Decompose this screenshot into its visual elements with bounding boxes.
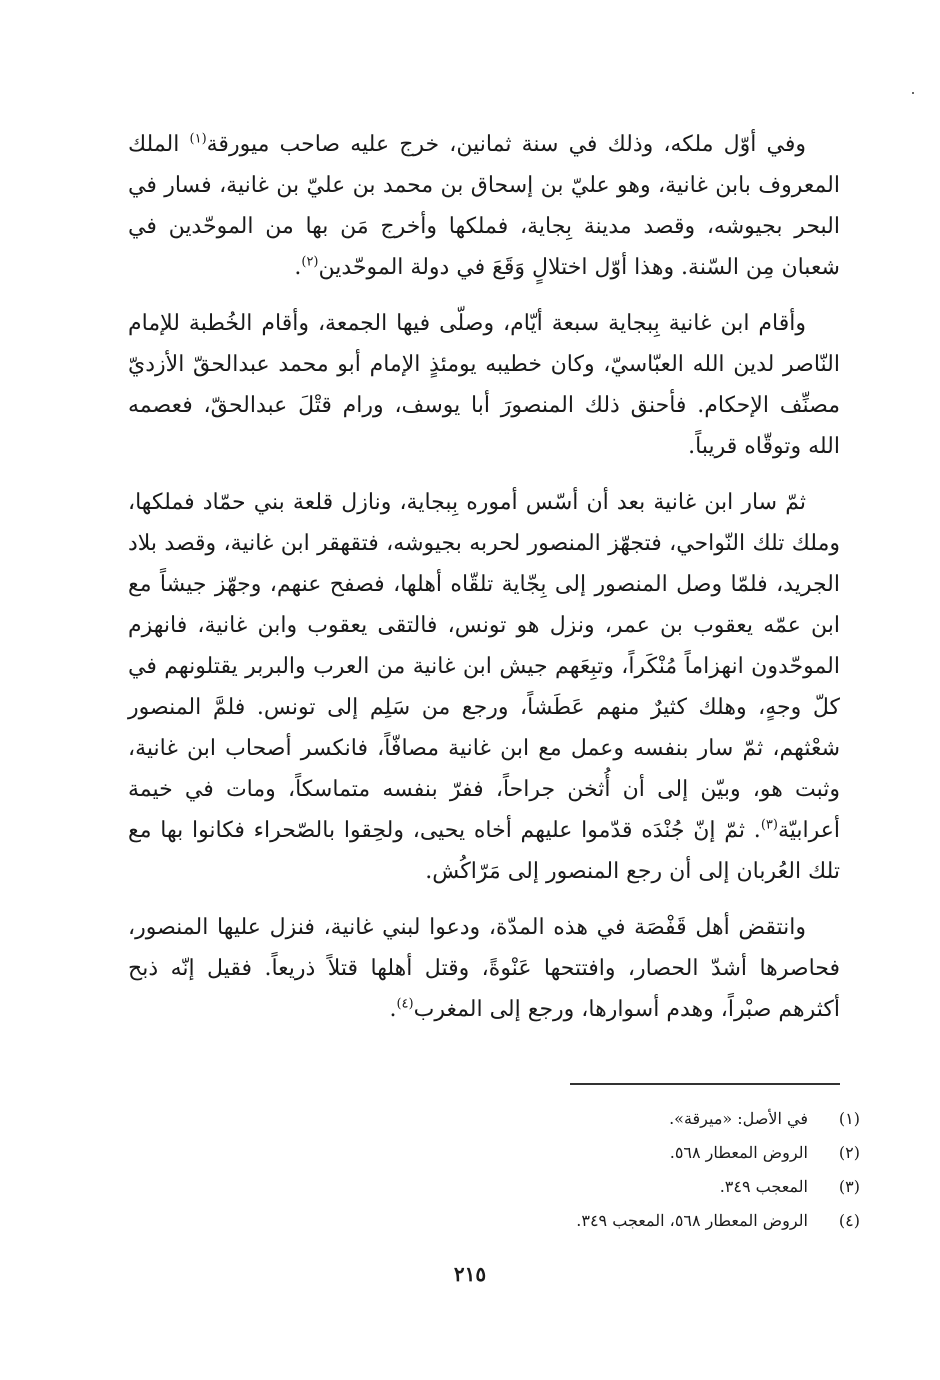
footnote-number: (١) xyxy=(838,1109,860,1128)
main-text xyxy=(128,124,840,1030)
paragraph-3 xyxy=(128,482,840,892)
paragraph-2-text: وأقام ابن غانية بِبجاية سبعة أيّام، وصلّى فيها الجمعة، وأقام الخُطبة للإمام النّاصر لدين الله العبّاسيّ، وكان خطيبه يومئذٍ الإمام أبو محمد عبدالحقّ الأزديّ مصنِّف الإحكام. فأحنق ذلك المنصورَ أبا يوسف، ورام قتْلَ عبدالحقّ، فعصمه الله وتوقّاه قريباً. xyxy=(128,311,840,459)
footnote-1 xyxy=(440,1102,860,1136)
footnote-ref-3: (٣) xyxy=(760,817,778,833)
paragraph-1-text: وفي أوّل ملكه، وذلك في سنة ثمانين، خرج عليه صاحب ميورقة xyxy=(206,132,806,157)
paragraph-1-text-cont: الملك المعروف بابن غانية، وهو عليّ بن إسحاق بن محمد بن عليّ بن غانية، فسار في البحر بجيوشه، وقصد مدينة بِجاية، فملكها وأخرج مَن بها من الموحّدين في شعبان مِن السّنة. وهذا أوّل اختلالٍ وَقَعَ في دولة الموحّدين xyxy=(128,132,840,280)
paragraph-4-text-cont: . xyxy=(389,997,397,1022)
paragraph-1 xyxy=(128,124,840,288)
paragraph-4-text: وانتقض أهل قَفْصَة في هذه المدّة، ودعوا لبني غانية، فنزل عليها المنصور، فحاصرها أشدّ الحصار، وافتتحها عَنْوةً، وقتل أهلها قتلاً ذريعاً. فقيل إنّه ذبح أكثرهم صبْراً، وهدم أسوارها، ورجع إلى المغرب xyxy=(128,915,840,1022)
footnote-number: (٢) xyxy=(838,1143,860,1162)
footnote-ref-2: (٢) xyxy=(301,254,319,270)
paragraph-3-text: ثمّ سار ابن غانية بعد أن أسّس أموره بِبجاية، ونازل قلعة بني حمّاد فملكها، وملك تلك النّواحي، فتجهّز المنصور لحربه بجيوشه، فتقهقر ابن غانية، وقصد بلاد الجريد، فلمّا وصل المنصور إلى بِجّاية تلقّاه أهلها، فصفح عنهم، وجهّز جيشاً مع ابن عمّه يعقوب بن عمر، ونزل هو تونس، فالتقى يعقوب وابن غانية، فانهزم الموحّدون انهزاماً مُنْكَراً، وتبِعَهم جيش ابن غانية من العرب والبربر يقتلونهم في كلّ وجهٍ، وهلك كثيرٌ منهم عَطَشاً، ورجع من سَلِم إلى تونس. فلمَّ المنصور شعْثهم، ثمّ سار بنفسه وعمل مع ابن غانية مصافّاً، فانكسر أصحاب ابن غانية، وثبت هو، وبيّن إلى أن أُثخن جراحاً، ففرّ بنفسه متماسكاً، ومات في خيمة أعرابيّة xyxy=(128,490,840,843)
paragraph-4 xyxy=(128,907,840,1030)
footnote-2 xyxy=(440,1136,860,1170)
footnote-3 xyxy=(440,1170,860,1204)
footnote-number: (٣) xyxy=(838,1177,860,1196)
footnote-text: في الأصل: «ميرقة». xyxy=(669,1109,808,1128)
footnote-divider xyxy=(570,1083,840,1085)
footnote-4 xyxy=(440,1204,860,1238)
scan-speck xyxy=(912,92,914,94)
footnote-ref-1: (١) xyxy=(189,131,207,147)
paragraph-2 xyxy=(128,303,840,467)
footnote-text: المعجب ٣٤٩. xyxy=(719,1177,808,1196)
footnote-ref-4: (٤) xyxy=(396,996,414,1012)
footnote-text: الروض المعطار ٥٦٨. xyxy=(669,1143,808,1162)
footnotes xyxy=(440,1102,860,1238)
footnote-text: الروض المعطار ٥٦٨، المعجب ٣٤٩. xyxy=(576,1211,808,1230)
paragraph-1-text-end: . xyxy=(294,255,302,280)
footnote-number: (٤) xyxy=(838,1211,860,1230)
paragraph-3-text-cont: . ثمّ إنّ جُنْدَه قدّموا عليهم أخاه يحيى، ولحِقوا بالصّحراء فكانوا بها مع تلك العُربان إلى أن رجع المنصور إلى مَرّاكُش. xyxy=(128,818,840,884)
page-number: ٢١٥ xyxy=(453,1262,487,1286)
